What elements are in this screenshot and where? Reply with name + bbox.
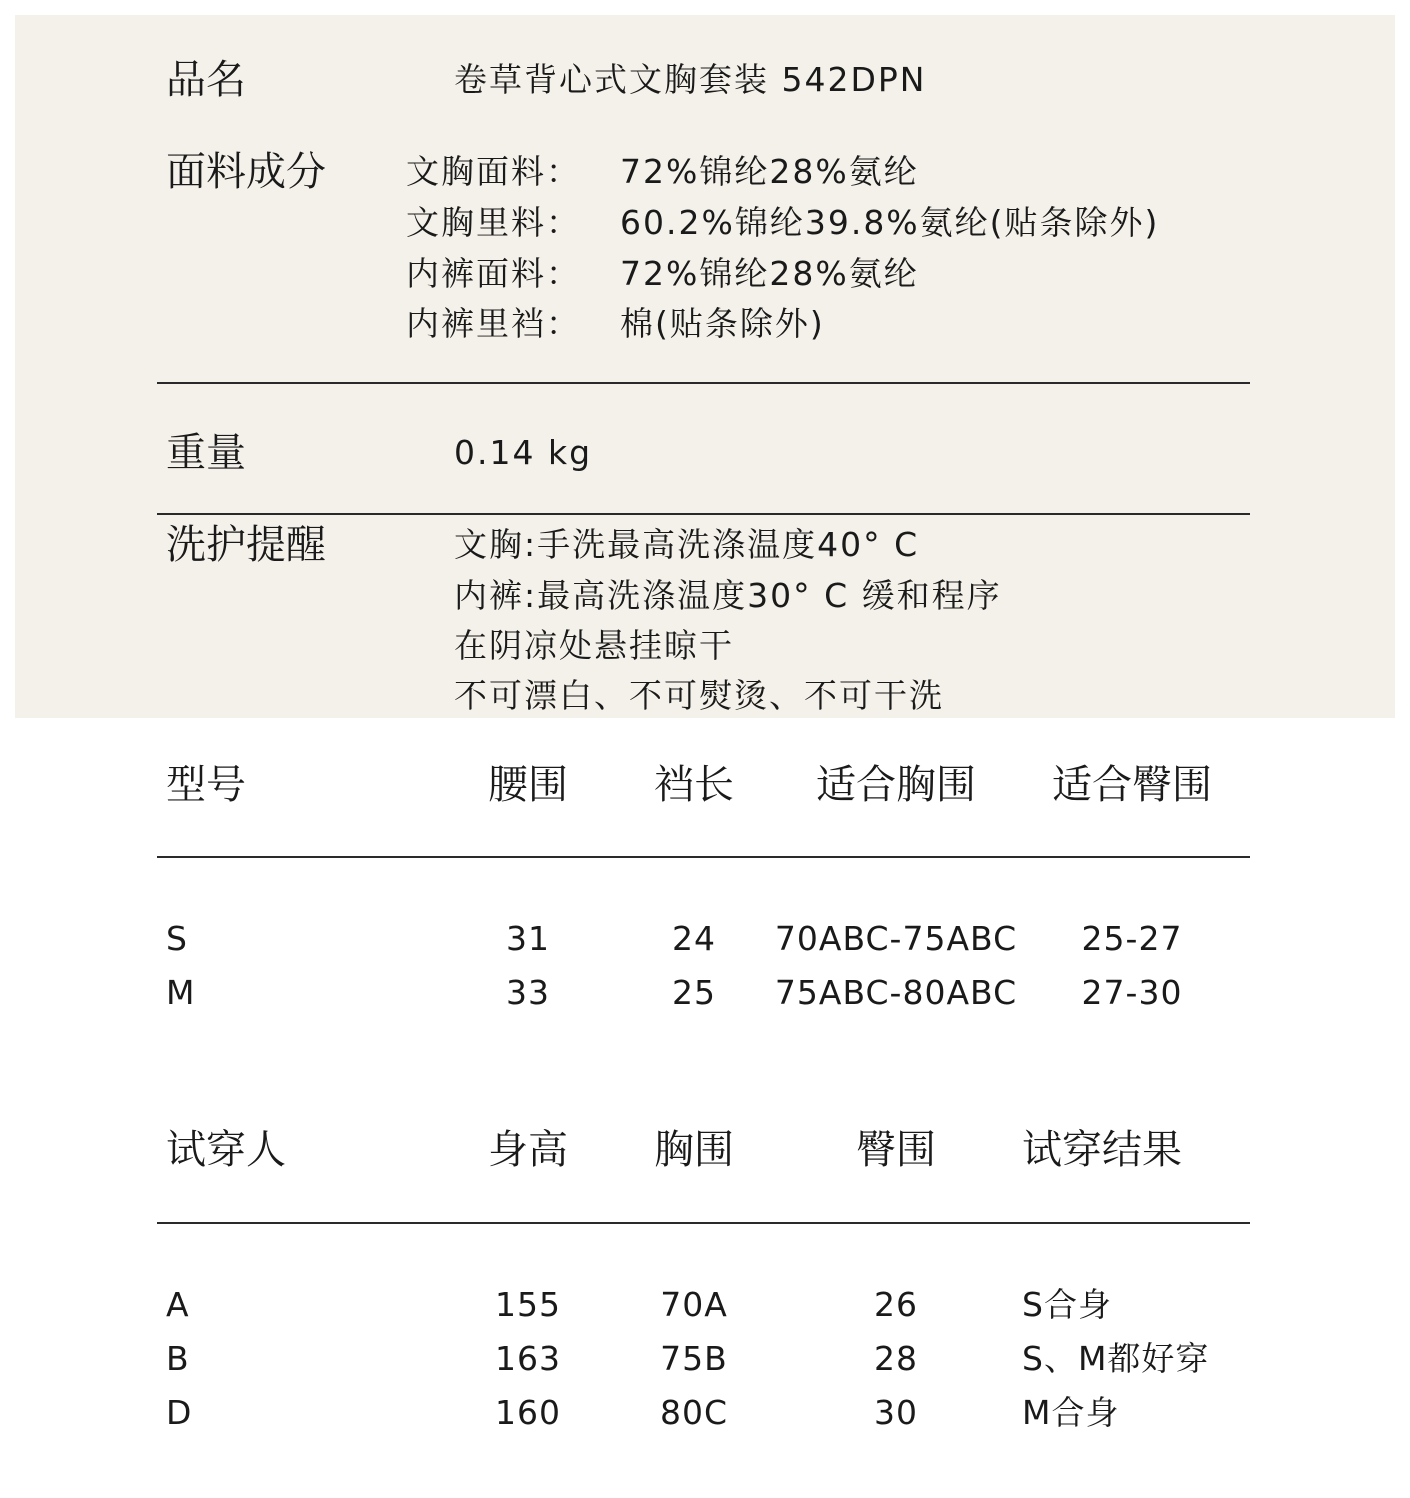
- trial-cell: 80C: [659, 1393, 729, 1432]
- care-line: 在阴凉处悬挂晾干: [454, 626, 734, 665]
- care-line: 内裤:最高洗涤温度30° C 缓和程序: [454, 576, 1002, 615]
- fabric-value: 棉(贴条除外): [620, 304, 825, 343]
- fabric-part: 文胸里料：: [406, 203, 581, 242]
- trial-cell: 163: [495, 1339, 561, 1378]
- trial-cell: M合身: [1022, 1393, 1120, 1432]
- product-name-value: 卷草背心式文胸套装 542DPN: [454, 60, 927, 99]
- trial-cell: 155: [495, 1285, 561, 1324]
- size-cell: 75ABC-80ABC: [774, 973, 1018, 1012]
- trial-cell: D: [166, 1393, 193, 1432]
- trial-cell: 160: [495, 1393, 561, 1432]
- size-cell: M: [166, 973, 196, 1012]
- size-cell: S: [166, 919, 188, 958]
- trial-cell: A: [166, 1285, 190, 1324]
- trial-table-header: 臀围: [856, 1127, 936, 1173]
- section-divider: [157, 513, 1250, 515]
- care-line: 不可漂白、不可熨烫、不可干洗: [454, 676, 944, 715]
- fabric-part: 内裤面料：: [406, 254, 581, 293]
- trial-table-header: 试穿人: [166, 1127, 286, 1173]
- size-cell: 24: [672, 919, 716, 958]
- care-label: 洗护提醒: [166, 522, 326, 568]
- table-divider: [157, 1222, 1250, 1224]
- trial-table-header: 试穿结果: [1022, 1127, 1182, 1173]
- table-divider: [157, 856, 1250, 858]
- size-table-header: 腰围: [488, 762, 568, 808]
- trial-table-header: 胸围: [654, 1127, 734, 1173]
- trial-cell: 28: [874, 1339, 918, 1378]
- trial-table-header: 身高: [488, 1127, 568, 1173]
- size-cell: 31: [506, 919, 550, 958]
- fabric-value: 60.2%锦纶39.8%氨纶(贴条除外): [620, 203, 1160, 242]
- weight-value: 0.14 kg: [454, 433, 593, 472]
- size-table-header: 型号: [166, 762, 246, 808]
- size-cell: 25: [672, 973, 716, 1012]
- fabric-value: 72%锦纶28%氨纶: [620, 254, 919, 293]
- trial-cell: S合身: [1022, 1285, 1112, 1324]
- fabric-part: 文胸面料：: [406, 152, 581, 191]
- trial-cell: B: [166, 1339, 190, 1378]
- care-line: 文胸:手洗最高洗涤温度40° C: [454, 525, 920, 564]
- fabric-label: 面料成分: [166, 149, 326, 195]
- size-cell: 33: [506, 973, 550, 1012]
- size-cell: 25-27: [1081, 919, 1183, 958]
- product-name-label: 品名: [166, 57, 246, 103]
- size-cell: 27-30: [1081, 973, 1183, 1012]
- fabric-value: 72%锦纶28%氨纶: [620, 152, 919, 191]
- size-cell: 70ABC-75ABC: [774, 919, 1018, 958]
- trial-cell: 75B: [660, 1339, 728, 1378]
- section-divider: [157, 382, 1250, 384]
- size-table-header: 适合臀围: [1052, 762, 1212, 808]
- fabric-part: 内裤里裆：: [406, 304, 581, 343]
- trial-cell: 26: [874, 1285, 918, 1324]
- size-table-header: 裆长: [654, 762, 734, 808]
- weight-label: 重量: [166, 430, 246, 476]
- size-table-header: 适合胸围: [816, 762, 976, 808]
- trial-cell: 30: [874, 1393, 918, 1432]
- trial-cell: 70A: [660, 1285, 728, 1324]
- trial-cell: S、M都好穿: [1022, 1339, 1210, 1378]
